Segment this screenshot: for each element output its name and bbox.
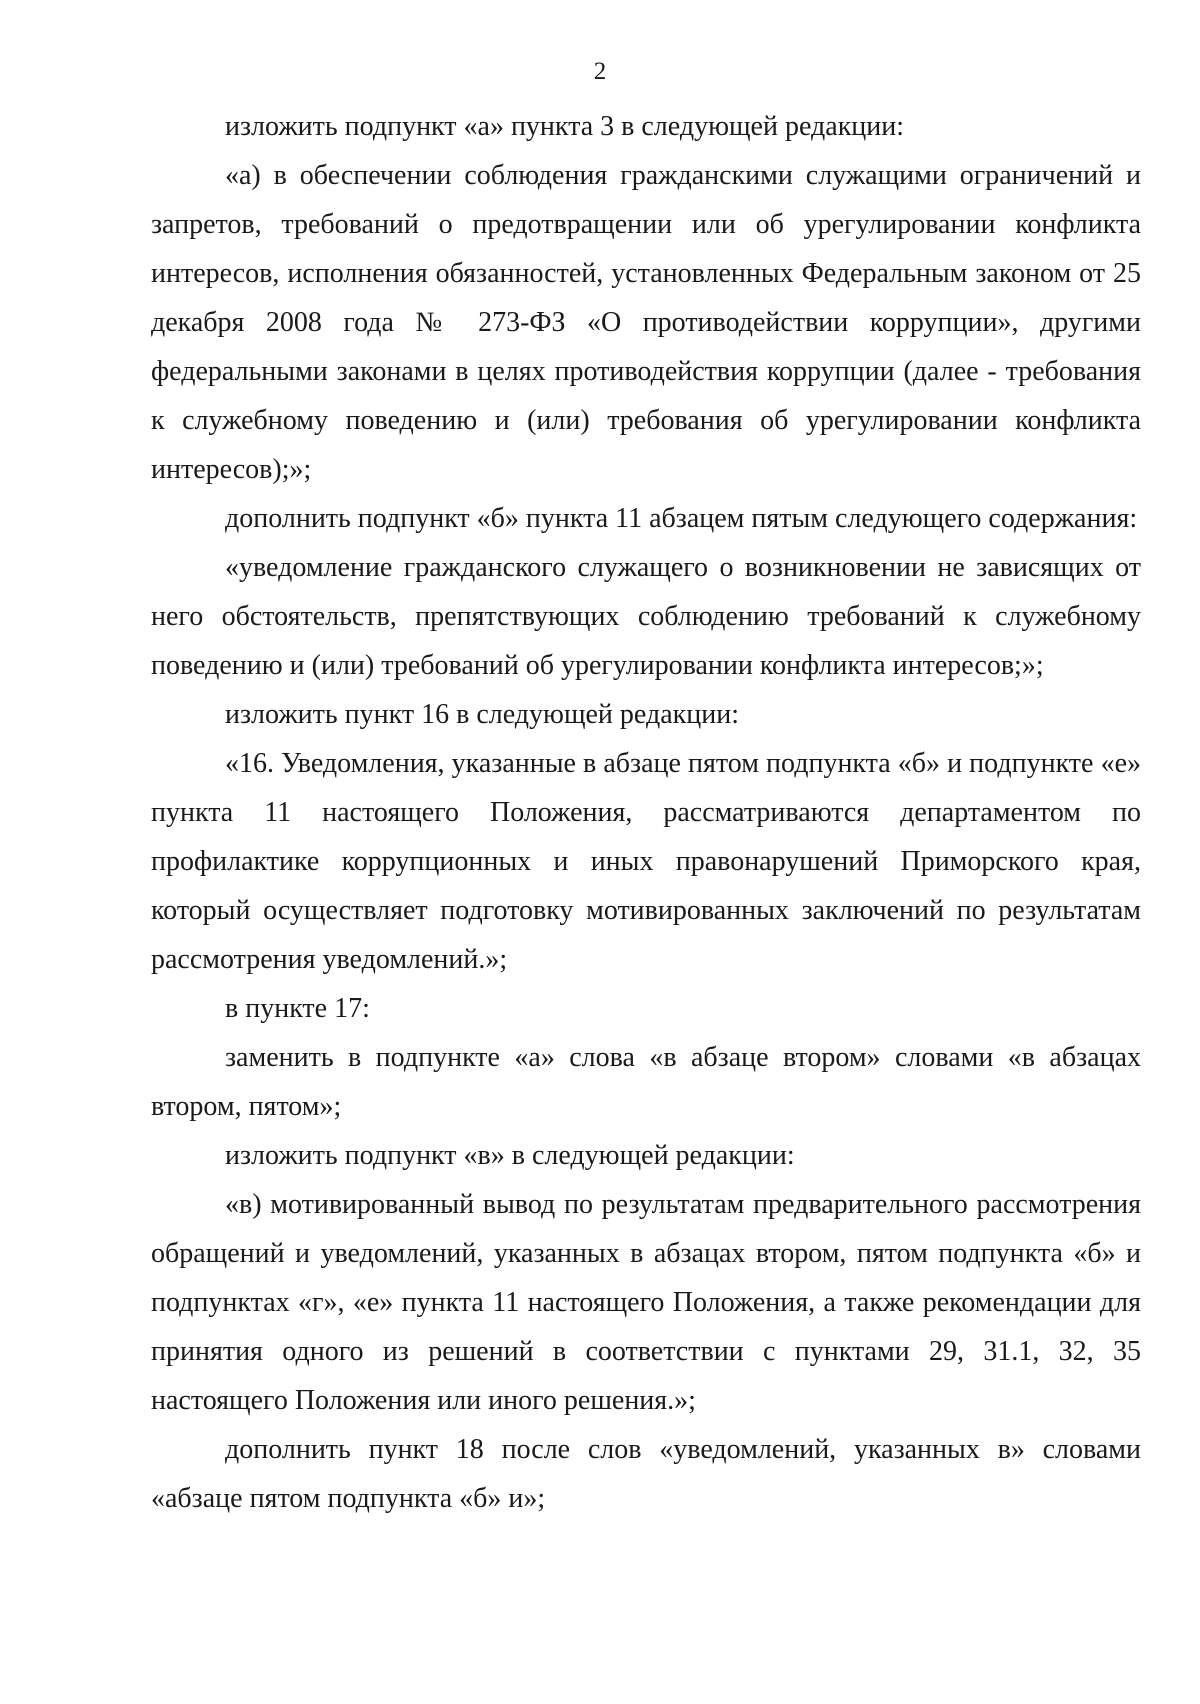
paragraph: «а) в обеспечении соблюдения гражданскими служащими ограничений и запретов, требований о предотвращении или об урегулировании конфликта интересов, исполнения обязанностей, установленных Федеральным законом от 25 декабря 2008 года № 273-ФЗ «О противодействии коррупции», другими федеральными законами в целях противодействия коррупции (далее - требования к служебному поведению и (или) требования об урегулировании конфликта интересов);»;: [151, 160, 1141, 485]
paragraph: «в) мотивированный вывод по результатам предварительного рассмотрения обращений и уведомлений, указанных в абзацах втором, пятом подпункта «б» и подпунктах «г», «е» пункта 11 настоящего Положения, а также рекомендации для принятия одного из решений в соответствии с пунктами 29, 31.1, 32, 35 настоящего Положения или иного решения.»;: [151, 1189, 1141, 1416]
paragraph: изложить подпункт «а» пункта 3 в следующей редакции:: [225, 111, 905, 142]
paragraph: дополнить пункт 18 после слов «уведомлений, указанных в» словами «абзаце пятом подпункта «б» и»;: [151, 1434, 1141, 1514]
paragraph: «уведомление гражданского служащего о возникновении не зависящих от него обстоятельств, препятствующих соблюдению требований к служебному поведению и (или) требований об урегулировании конфликта интересов;»;: [151, 552, 1141, 681]
paragraph: изложить пункт 16 в следующей редакции:: [225, 699, 739, 730]
document-body: [151, 102, 1141, 1523]
paragraph: дополнить подпункт «б» пункта 11 абзацем пятым следующего содержания:: [225, 503, 1138, 534]
paragraph: «16. Уведомления, указанные в абзаце пятом подпункта «б» и подпункте «е» пункта 11 настоящего Положения, рассматриваются департаментом по профилактике коррупционных и иных правонарушений Приморского края, который осуществляет подготовку мотивированных заключений по результатам рассмотрения уведомлений.»;: [151, 748, 1141, 975]
paragraph: в пункте 17:: [225, 993, 370, 1024]
paragraph: изложить подпункт «в» в следующей редакции:: [225, 1140, 795, 1171]
paragraph: заменить в подпункте «а» слова «в абзаце втором» словами «в абзацах втором, пятом»;: [151, 1042, 1141, 1122]
page-number: 2: [593, 58, 607, 85]
